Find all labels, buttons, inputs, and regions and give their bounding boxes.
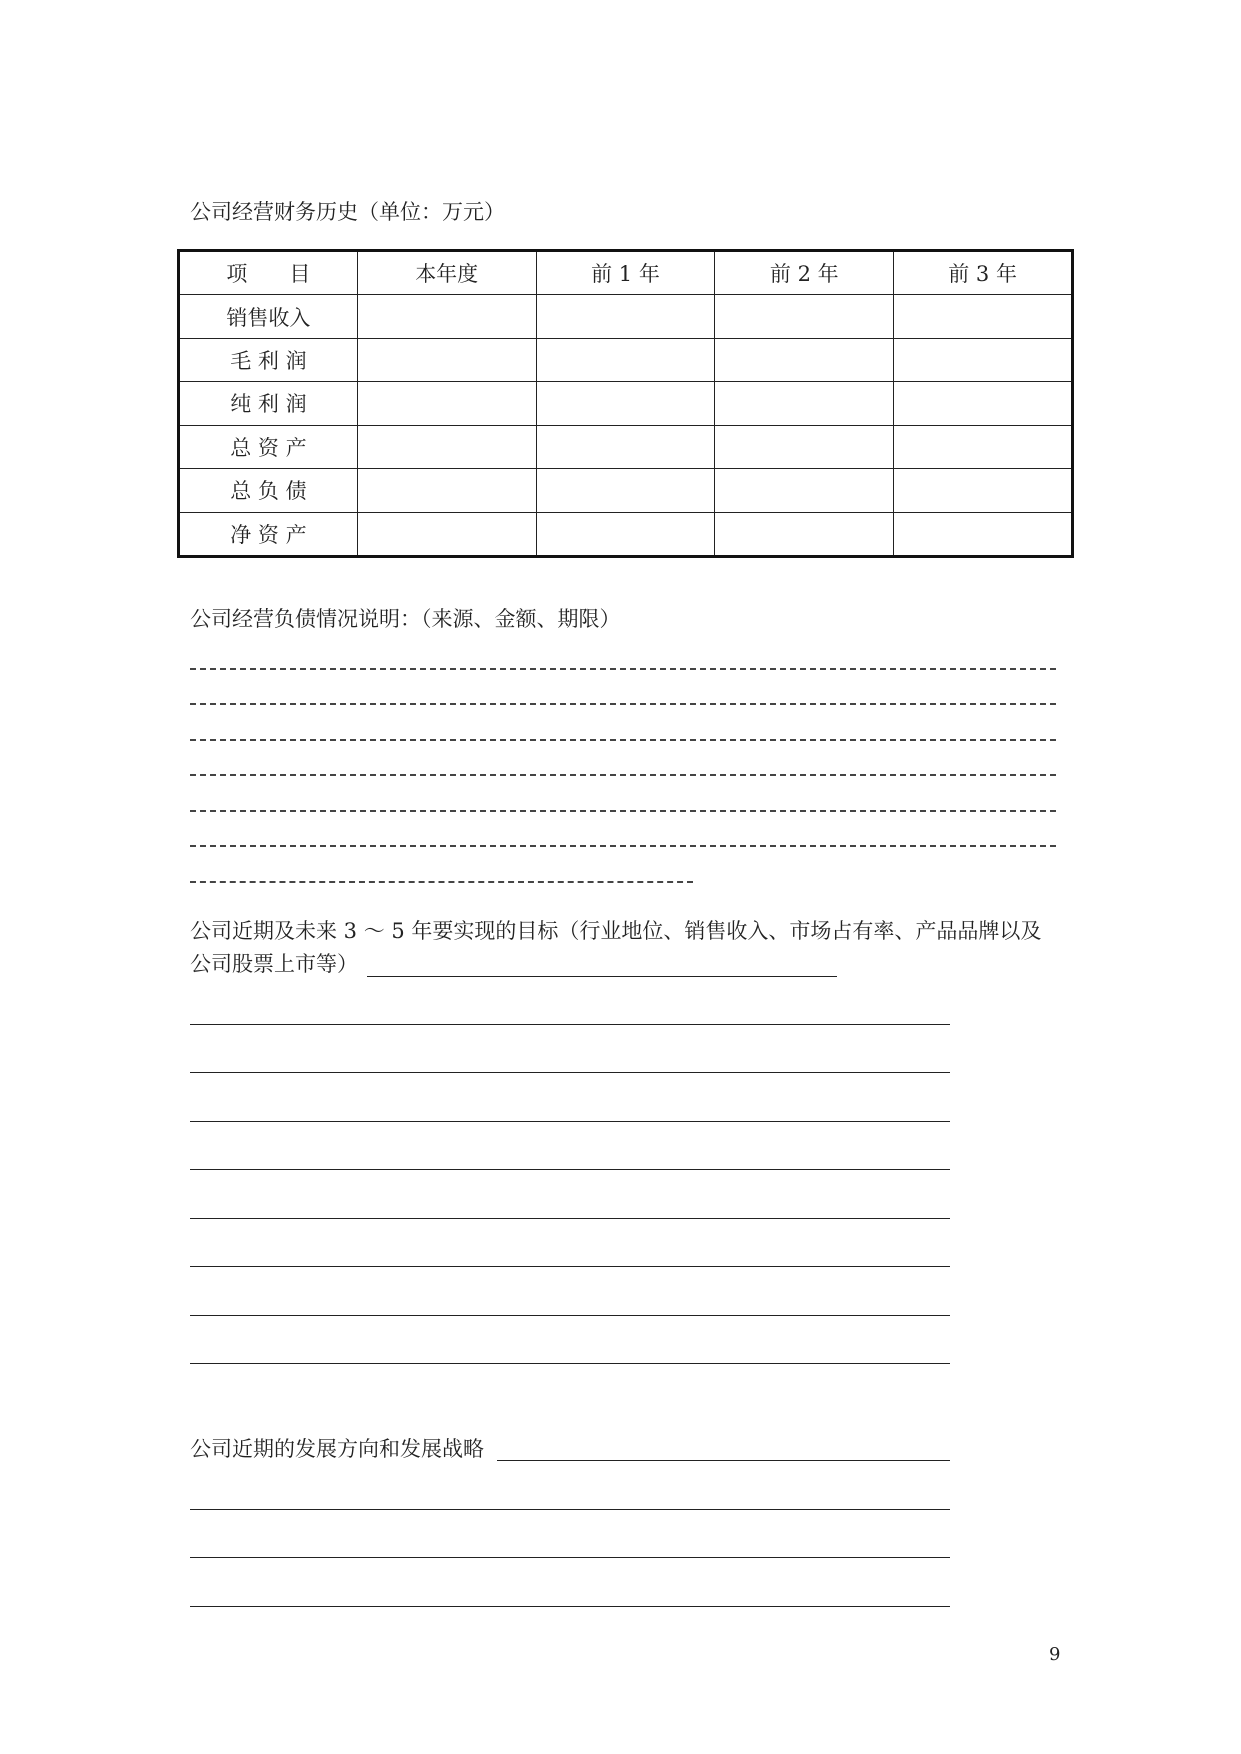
value-cell[interactable] (536, 295, 715, 338)
table-header-cell: 项 目 (179, 251, 358, 295)
value-cell[interactable] (536, 469, 715, 512)
goals-fill-line-6[interactable] (190, 1266, 950, 1267)
debt-fill-line-1[interactable] (190, 668, 1056, 670)
debt-fill-line-4[interactable] (190, 774, 1056, 776)
row-label-cell: 毛 利 润 (179, 338, 358, 381)
value-cell[interactable] (357, 512, 536, 556)
table-row (179, 382, 1073, 425)
debt-fill-line-7[interactable] (190, 881, 693, 883)
value-cell[interactable] (715, 338, 894, 381)
value-cell[interactable] (894, 338, 1073, 381)
value-cell[interactable] (536, 512, 715, 556)
goals-fill-line-1[interactable] (190, 1024, 950, 1025)
value-cell[interactable] (357, 382, 536, 425)
table-header-cell: 前 1 年 (536, 251, 715, 295)
value-cell[interactable] (715, 512, 894, 556)
table-row (179, 512, 1073, 556)
goals-section-label-line1: 公司近期及未来 3 ～ 5 年要实现的目标（行业地位、销售收入、市场占有率、产品品牌以及 (190, 919, 1042, 943)
value-cell[interactable] (536, 338, 715, 381)
table-row (179, 295, 1073, 338)
value-cell[interactable] (715, 425, 894, 468)
row-label-cell: 总 负 债 (179, 469, 358, 512)
value-cell[interactable] (715, 382, 894, 425)
strategy-fill-line-2[interactable] (190, 1557, 950, 1558)
goals-section-label-line2: 公司股票上市等） (190, 952, 358, 976)
value-cell[interactable] (357, 469, 536, 512)
value-cell[interactable] (894, 382, 1073, 425)
strategy-inline-fill-line[interactable] (497, 1460, 950, 1461)
strategy-fill-line-1[interactable] (190, 1509, 950, 1510)
finance-history-title: 公司经营财务历史（单位：万元） (190, 200, 505, 224)
value-cell[interactable] (715, 295, 894, 338)
value-cell[interactable] (894, 469, 1073, 512)
finance-history-table (177, 249, 1074, 558)
row-label-cell: 总 资 产 (179, 425, 358, 468)
value-cell[interactable] (894, 512, 1073, 556)
table-header-cell: 本年度 (357, 251, 536, 295)
table-row (179, 469, 1073, 512)
value-cell[interactable] (536, 425, 715, 468)
goals-fill-line-7[interactable] (190, 1315, 950, 1316)
debt-fill-line-2[interactable] (190, 703, 1056, 705)
goals-fill-line-2[interactable] (190, 1072, 950, 1073)
value-cell[interactable] (894, 425, 1073, 468)
row-label-cell: 纯 利 润 (179, 382, 358, 425)
value-cell[interactable] (715, 469, 894, 512)
strategy-fill-line-3[interactable] (190, 1606, 950, 1607)
row-label-cell: 净 资 产 (179, 512, 358, 556)
goals-inline-fill-line[interactable] (367, 976, 837, 977)
goals-fill-line-4[interactable] (190, 1169, 950, 1170)
value-cell[interactable] (357, 295, 536, 338)
strategy-section-label: 公司近期的发展方向和发展战略 (190, 1437, 484, 1461)
row-label-cell: 销售收入 (179, 295, 358, 338)
debt-fill-line-3[interactable] (190, 739, 1056, 741)
table-header-row (179, 251, 1073, 295)
table-row (179, 338, 1073, 381)
value-cell[interactable] (894, 295, 1073, 338)
page-number: 9 (1049, 1644, 1061, 1665)
value-cell[interactable] (357, 338, 536, 381)
table-header-cell: 前 3 年 (894, 251, 1073, 295)
value-cell[interactable] (357, 425, 536, 468)
debt-section-label: 公司经营负债情况说明：（来源、金额、期限） (190, 607, 621, 631)
debt-fill-line-6[interactable] (190, 845, 1056, 847)
goals-fill-line-8[interactable] (190, 1363, 950, 1364)
value-cell[interactable] (536, 382, 715, 425)
debt-fill-line-5[interactable] (190, 810, 1056, 812)
goals-fill-line-3[interactable] (190, 1121, 950, 1122)
table-row (179, 425, 1073, 468)
table-header-cell: 前 2 年 (715, 251, 894, 295)
goals-fill-line-5[interactable] (190, 1218, 950, 1219)
